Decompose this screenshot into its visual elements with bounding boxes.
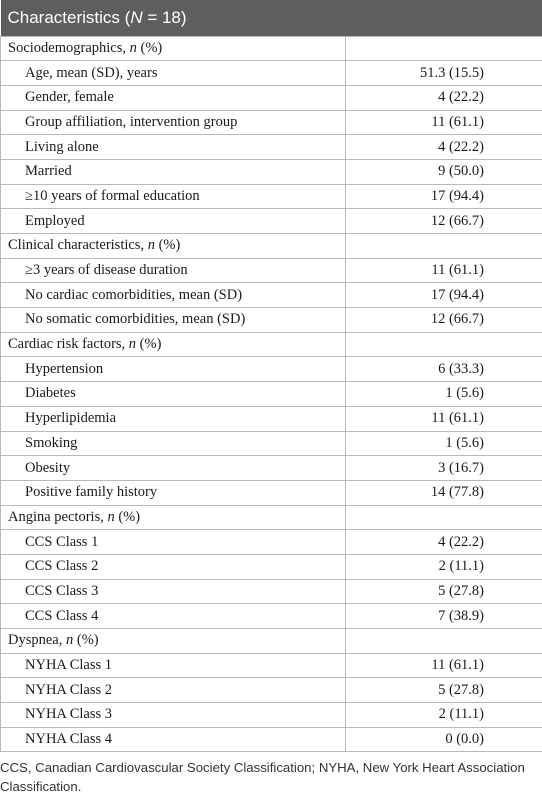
table-row (1, 530, 542, 555)
table-row (1, 653, 542, 678)
row-value: 7 (38.9) (346, 604, 542, 629)
row-value: 1 (5.6) (346, 382, 542, 407)
header-prefix: Characteristics ( (7, 7, 131, 27)
section-value-empty (346, 332, 542, 357)
section-row-clinical (1, 234, 542, 259)
table-row (1, 258, 542, 283)
table-row (1, 135, 542, 160)
row-label: Married (1, 159, 346, 184)
section-title-suffix: (%) (136, 336, 162, 353)
section-title-italic: n (147, 237, 155, 254)
table-row (1, 554, 542, 579)
section-title (1, 629, 346, 654)
row-value: 51.3 (15.5) (346, 61, 542, 86)
section-title-suffix: (%) (136, 39, 163, 56)
row-value: 4 (22.2) (346, 530, 542, 555)
table-row (1, 382, 542, 407)
section-title-italic: n (128, 336, 137, 353)
row-value: 12 (66.7) (346, 209, 542, 234)
table-body (1, 36, 542, 752)
table-row (1, 431, 542, 456)
section-row-cardiac-risk (1, 332, 542, 357)
table-row (1, 184, 542, 209)
table-row (1, 283, 542, 308)
row-label: Hypertension (1, 357, 346, 382)
row-label: No cardiac comorbidities, mean (SD) (1, 283, 346, 308)
row-value: 6 (33.3) (346, 357, 542, 382)
section-title (1, 505, 346, 530)
section-title (1, 332, 346, 357)
row-label: No somatic comorbidities, mean (SD) (1, 308, 346, 333)
section-value-empty (346, 36, 542, 61)
section-value-empty (346, 629, 542, 654)
row-value: 11 (61.1) (346, 258, 542, 283)
section-value-empty (346, 234, 542, 259)
row-value: 3 (16.7) (346, 456, 542, 481)
row-value: 14 (77.8) (346, 480, 542, 505)
table-row (1, 678, 542, 703)
table-row (1, 308, 542, 333)
row-value: 11 (61.1) (346, 653, 542, 678)
section-title-text: Dyspnea, (8, 632, 66, 649)
section-title-italic: n (107, 508, 115, 525)
header-cell (1, 0, 542, 36)
table-row (1, 406, 542, 431)
section-title (1, 36, 346, 61)
row-label: ≥3 years of disease duration (1, 258, 346, 283)
row-label: ≥10 years of formal education (1, 184, 346, 209)
table-row (1, 604, 542, 629)
row-label: NYHA Class 4 (1, 727, 346, 752)
section-row-angina (1, 505, 542, 530)
table-row (1, 85, 542, 110)
row-label: CCS Class 2 (1, 554, 346, 579)
row-label: Diabetes (1, 382, 346, 407)
row-label: Smoking (1, 431, 346, 456)
row-label: Employed (1, 209, 346, 234)
row-value: 2 (11.1) (346, 554, 542, 579)
section-row-dyspnea (1, 629, 542, 654)
row-value: 11 (61.1) (346, 406, 542, 431)
row-label: Positive family history (1, 480, 346, 505)
row-label: Living alone (1, 135, 346, 160)
table-footnote: CCS, Canadian Cardiovascular Society Classification; NYHA, New York Heart Association Classification. (0, 760, 525, 795)
section-row-sociodemographics (1, 36, 542, 61)
row-label: NYHA Class 2 (1, 678, 346, 703)
section-title-text: Angina pectoris, (8, 508, 108, 525)
table-row (1, 727, 542, 752)
row-value: 4 (22.2) (346, 85, 542, 110)
table-row (1, 159, 542, 184)
row-label: CCS Class 1 (1, 530, 346, 555)
row-label: Hyperlipidemia (1, 406, 346, 431)
table-row (1, 480, 542, 505)
table-row (1, 110, 542, 135)
section-title-suffix: (%) (114, 508, 141, 525)
section-value-empty (346, 505, 542, 530)
section-title (1, 234, 346, 259)
header-row (1, 0, 542, 36)
row-label: Gender, female (1, 85, 346, 110)
row-value: 12 (66.7) (346, 308, 542, 333)
row-label: NYHA Class 3 (1, 703, 346, 728)
section-title-italic: n (129, 39, 137, 56)
row-label: NYHA Class 1 (1, 653, 346, 678)
row-value: 5 (27.8) (346, 579, 542, 604)
row-label: CCS Class 3 (1, 579, 346, 604)
section-title-italic: n (66, 632, 74, 649)
row-value: 5 (27.8) (346, 678, 542, 703)
table-row (1, 456, 542, 481)
row-value: 17 (94.4) (346, 283, 542, 308)
section-title-text: Sociodemographics, (8, 39, 130, 56)
table-row (1, 579, 542, 604)
row-label: Group affiliation, intervention group (1, 110, 346, 135)
table-row (1, 703, 542, 728)
section-title-text: Clinical characteristics, (8, 237, 148, 254)
row-label: Age, mean (SD), years (1, 61, 346, 86)
header-n-symbol: N (130, 7, 143, 27)
table-row (1, 357, 542, 382)
section-title-suffix: (%) (73, 632, 99, 649)
table-row (1, 209, 542, 234)
table-row (1, 61, 542, 86)
section-title-suffix: (%) (154, 237, 181, 254)
header-suffix: = 18) (142, 7, 187, 27)
row-value: 0 (0.0) (346, 727, 542, 752)
section-title-text: Cardiac risk factors, (8, 336, 129, 353)
table-header (1, 0, 542, 36)
row-value: 9 (50.0) (346, 159, 542, 184)
row-value: 17 (94.4) (346, 184, 542, 209)
row-value: 11 (61.1) (346, 110, 542, 135)
row-value: 2 (11.1) (346, 703, 542, 728)
row-label: Obesity (1, 456, 346, 481)
row-label: CCS Class 4 (1, 604, 346, 629)
row-value: 1 (5.6) (346, 431, 542, 456)
row-value: 4 (22.2) (346, 135, 542, 160)
